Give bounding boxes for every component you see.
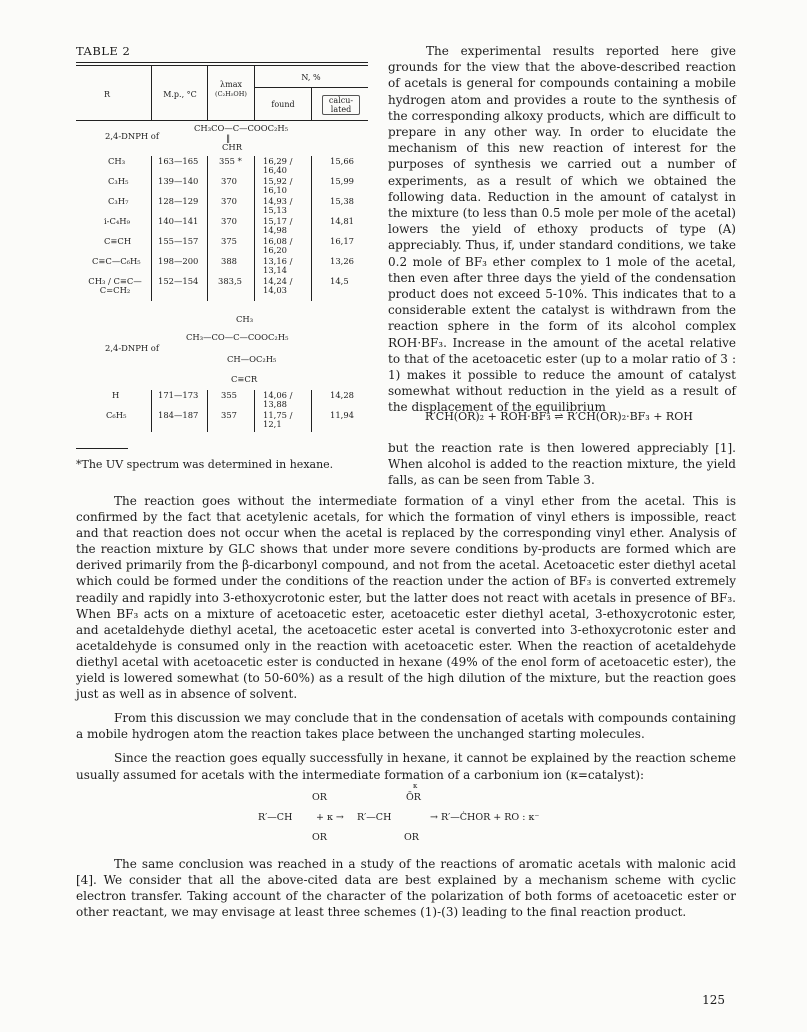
page-number: 125 bbox=[702, 993, 725, 1007]
paragraph: Since the reaction goes equally successfully in hexane, it cannot be explained by the reaction scheme usually assumed for acetals with the intermediate formation of a carbonium ion (κ=catalyst): bbox=[76, 751, 736, 782]
header-r: R bbox=[104, 90, 111, 99]
table-header-rule bbox=[76, 120, 368, 121]
paragraph: From this discussion we may conclude that in the condensation of acetals with compounds containing a mobile hydrogen atom the reaction takes place between the unchanged starting molecules. bbox=[76, 711, 736, 742]
paragraph: The same conclusion was reached in a study of the reactions of aromatic acetals with malonic acid [4]. We consider that all the above-cited data are best explained by a mechanism scheme with cyclic electron transfer. Taking account of the character of the polarization of both forms of acetoacetic ester or other reactant, we may envisage at least three schemes (1)-(3) leading to the final reaction product. bbox=[76, 857, 736, 920]
section1-formula-bar: ‖ bbox=[226, 133, 231, 143]
section1-formula-bottom: CHR bbox=[222, 142, 243, 152]
header-lambda-sub: (C₂H₅OH) bbox=[215, 90, 247, 98]
table-top-rule bbox=[76, 62, 368, 63]
header-found: found bbox=[271, 100, 295, 109]
paragraph: but the reaction rate is then lowered appreciably [1]. When alcohol is added to the reaction mixture, the yield falls, as can be seen from Table 3. bbox=[388, 441, 736, 488]
section2-formula-line3: CH—OC₂H₅ bbox=[227, 354, 277, 364]
paragraph: The reaction goes without the intermediate formation of a vinyl ether from the acetal. This is confirmed by the fact that acetylenic acetals, for which the formation of vinyl ethers is impossible, react and that reaction does not occur when the acetal is replaced by the corresponding vinyl ether. Analysis of the reaction mixture by GLC shows that under more severe conditions by-products are formed which are derived primarily from the β-dicarbonyl compound, and not from the acetal. Acetoacetic ester diethyl acetal which could be formed under the conditions of the reaction under the action of BF₃ is converted extremely readily and rapidly into 3-ethoxycrotonic ester, but the latter does not react with acetals in presence of BF₃. When BF₃ acts on a mixture of acetoacetic ester, acetoacetic ester diethyl acetal, 3-ethoxycrotonic ester, and acetaldehyde diethyl acetal, the acetoacetic ester acetal is converted into 3-ethoxycrotonic ester and acetaldehyde is consumed only in the reaction with acetoacetic ester. When the reaction of acetaldehyde diethyl acetal with acetoacetic ester is conducted in hexane (49% of the enol form of acetoacetic ester), the yield is lowered somewhat (to 50-60%) as a result of the high dilution of the mixture, but the reaction goes just as well as in absence of solvent. bbox=[76, 494, 736, 702]
table-footnote: *The UV spectrum was determined in hexane. bbox=[76, 458, 334, 471]
table-top-rule-2 bbox=[76, 65, 368, 66]
table-title: TABLE 2 bbox=[76, 44, 131, 58]
section2-formula-line1: CH₃ bbox=[236, 314, 254, 324]
header-lambda: λmax bbox=[220, 80, 242, 89]
header-calculated: calcu-lated bbox=[322, 95, 360, 115]
paragraph: The experimental results reported here give grounds for the view that the above-described reaction of acetals is general for compounds containing a mobile hydrogen atom and provides a route to the synthesis of the corresponding alkoxy products, which are difficult to prepare in any other way. In order to elucidate the mechanism of this new reaction of interest for the purposes of synthesis we carried out a number of experiments, as a result of which we obtained the following data. Reduction in the amount of catalyst in the mixture (to less than 0.5 mole per mole of the acetal) lowers the yield of ethoxy products of type (A) appreciably. Thus, if, under standard conditions, we take 0.2 mole of BF₃ ether complex to 1 mole of the acetal, then even after three days the yield of the condensation product does not exceed 5-10%. This indicates that to a considerable extent the catalyst is withdrawn from the reaction sphere in the form of its alcohol complex ROH·BF₃. Increase in the amount of the acetal relative to that of the acetoacetic ester (up to a molar ratio of 3 : 1) makes it possible to reduce the amount of catalyst somewhat without reduction in the yield as a result of the displacement of the equilibrium bbox=[388, 44, 736, 415]
footnote-rule bbox=[76, 448, 128, 449]
right-column-text bbox=[388, 43, 736, 416]
section1-label: 2,4-DNPH of bbox=[105, 131, 159, 141]
section2-label: 2,4-DNPH of bbox=[105, 343, 159, 353]
equilibrium-equation: R′CH(OR)₂ + ROH·BF₃ ⇌ R′CH(OR)₂·BF₃ + ROH bbox=[425, 410, 693, 423]
section2-formula-line2: CH₃—CO—C—COOC₂H₅ bbox=[186, 332, 289, 342]
header-n-pct: N, % bbox=[301, 73, 321, 82]
section2-formula-line4: C≡CR bbox=[231, 374, 258, 384]
header-mp: M.p., °C bbox=[163, 90, 197, 99]
body-text-lower bbox=[76, 856, 736, 928]
section1-formula-top: CH₃CO—C—COOC₂H₅ bbox=[194, 123, 289, 133]
body-text-upper bbox=[76, 493, 736, 791]
